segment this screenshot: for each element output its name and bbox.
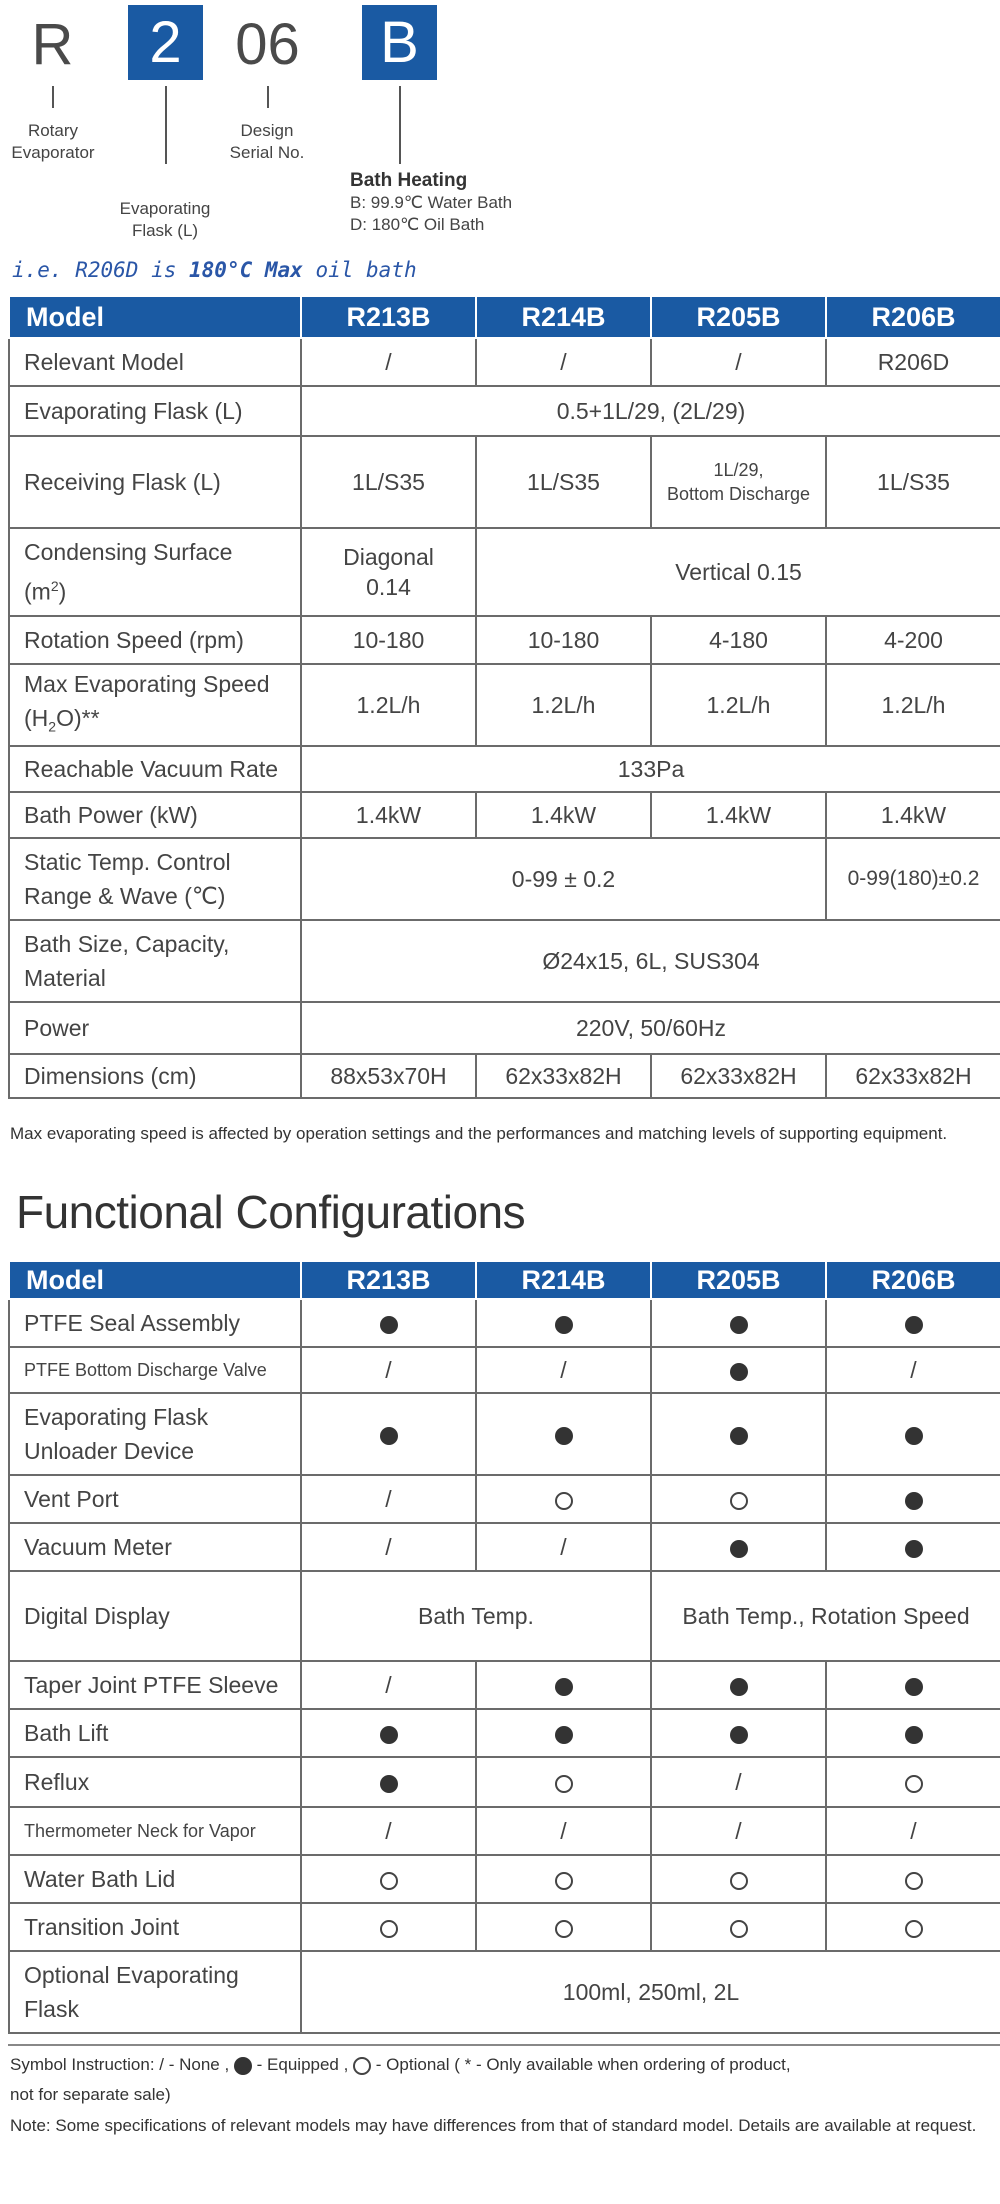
row-label: Relevant Model: [9, 338, 301, 386]
header-r214b: R214B: [476, 1261, 651, 1299]
spec-header-row: [9, 296, 1000, 338]
table-row: [9, 1571, 1000, 1661]
row-label: PTFE Bottom Discharge Valve: [9, 1347, 301, 1393]
cell: 4-200: [826, 616, 1000, 664]
header-r205b: R205B: [651, 1261, 826, 1299]
row-label: Digital Display: [9, 1571, 301, 1661]
table-row: [9, 838, 1000, 920]
equipped-icon: [380, 1427, 398, 1445]
row-label: Bath Lift: [9, 1709, 301, 1757]
cell: 88x53x70H: [301, 1054, 476, 1098]
functional-table: [8, 1260, 1000, 2034]
row-label: Max Evaporating Speed $(H_2O)**$: [9, 664, 301, 746]
section-title-functional: Functional Configurations: [16, 1186, 526, 1238]
table-row: [9, 386, 1000, 436]
cell: [476, 1299, 651, 1347]
cell: 1L/29, Bottom Discharge: [651, 436, 826, 528]
code-letter-flask: 2: [128, 5, 203, 80]
cell: [476, 1393, 651, 1475]
table-row: [9, 920, 1000, 1002]
header-r213b: R213B: [301, 1261, 476, 1299]
optional-icon: [555, 1492, 573, 1510]
spec-table: [8, 295, 1000, 1099]
cell: /: [476, 338, 651, 386]
table-row: [9, 1299, 1000, 1347]
optional-icon: [380, 1920, 398, 1938]
cell: [301, 1903, 476, 1951]
row-label: Condensing Surface $(m^2)$: [9, 528, 301, 616]
optional-icon: [730, 1872, 748, 1890]
header-model: Model: [9, 296, 301, 338]
row-label: Reflux: [9, 1757, 301, 1807]
row-label: Reachable Vacuum Rate: [9, 746, 301, 792]
label-evaporating-flask: Evaporating Flask (L): [119, 199, 211, 240]
table-row: [9, 1475, 1000, 1523]
row-label: Vacuum Meter: [9, 1523, 301, 1571]
optional-icon: [555, 1872, 573, 1890]
row-label: Bath Power (kW): [9, 792, 301, 838]
optional-icon: [730, 1492, 748, 1510]
equipped-icon: [905, 1678, 923, 1696]
table-row: [9, 1709, 1000, 1757]
cell: [826, 1475, 1000, 1523]
row-label: PTFE Seal Assembly: [9, 1299, 301, 1347]
cell: 0.5+1L/29, (2L/29): [301, 386, 1000, 436]
row-label: Transition Joint: [9, 1903, 301, 1951]
cell: /: [826, 1807, 1000, 1855]
cell: 1.4kW: [826, 792, 1000, 838]
row-label: Thermometer Neck for Vapor: [9, 1807, 301, 1855]
header-r206b: R206B: [826, 296, 1000, 338]
row-label: Bath Size, Capacity, Material: [9, 920, 301, 1002]
functional-header-row: [9, 1261, 1000, 1299]
cell: [476, 1855, 651, 1903]
cell: 0-99(180)±0.2: [826, 838, 1000, 920]
cell: [476, 1661, 651, 1709]
table-row: [9, 338, 1000, 386]
cell: 100ml, 250ml, 2L: [301, 1951, 1000, 2033]
cell: [651, 1299, 826, 1347]
table-row: [9, 1002, 1000, 1054]
row-label: Taper Joint PTFE Sleeve: [9, 1661, 301, 1709]
cell: /: [651, 1807, 826, 1855]
cell: R206D: [826, 338, 1000, 386]
cell: 62x33x82H: [651, 1054, 826, 1098]
table-row: [9, 746, 1000, 792]
cell: [826, 1757, 1000, 1807]
cell: /: [651, 338, 826, 386]
cell: 133Pa: [301, 746, 1000, 792]
bath-heating-legend: Bath Heating B: 99.9℃ Water Bath D: 180℃ Oil Bath: [350, 170, 513, 234]
row-label: Receiving Flask (L): [9, 436, 301, 528]
label-rotary-evaporator: Rotary Evaporator: [11, 121, 95, 162]
cell: 1.2L/h: [651, 664, 826, 746]
cell: /: [301, 338, 476, 386]
optional-icon: [555, 1775, 573, 1793]
cell: 1.2L/h: [826, 664, 1000, 746]
tick-r: [52, 86, 54, 108]
cell: /: [476, 1807, 651, 1855]
code-letter-bath: B: [362, 5, 437, 80]
cell: 10-180: [476, 616, 651, 664]
row-label: Optional Evaporating Flask: [9, 1951, 301, 2033]
cell: 10-180: [301, 616, 476, 664]
cell: [476, 1903, 651, 1951]
cell: [826, 1903, 1000, 1951]
cell: /: [301, 1807, 476, 1855]
equipped-icon: [730, 1726, 748, 1744]
cell: /: [476, 1347, 651, 1393]
table-row: [9, 664, 1000, 746]
table-row: [9, 1661, 1000, 1709]
row-label: Water Bath Lid: [9, 1855, 301, 1903]
cell: 62x33x82H: [826, 1054, 1000, 1098]
equipped-icon: [555, 1678, 573, 1696]
table-row: [9, 1807, 1000, 1855]
row-label: Vent Port: [9, 1475, 301, 1523]
optional-icon: [555, 1920, 573, 1938]
row-label: Power: [9, 1002, 301, 1054]
cell: [651, 1393, 826, 1475]
table-row: [9, 1054, 1000, 1098]
equipped-icon: [555, 1316, 573, 1334]
label-design-serial: Design Serial No.: [229, 121, 305, 162]
header-r205b: R205B: [651, 296, 826, 338]
header-r214b: R214B: [476, 296, 651, 338]
cell: [476, 1475, 651, 1523]
cell: Bath Temp., Rotation Speed: [651, 1571, 1000, 1661]
cell: Vertical 0.15: [476, 528, 1000, 616]
cell: [826, 1523, 1000, 1571]
optional-icon: [380, 1872, 398, 1890]
cell: Ø24x15, 6L, SUS304: [301, 920, 1000, 1002]
footer-note: Note: Some specifications of relevant models may have differences from that of standard model. Details are available at request.: [10, 2116, 977, 2135]
cell: [301, 1855, 476, 1903]
equipped-icon: [555, 1726, 573, 1744]
table-row: [9, 1903, 1000, 1951]
tick-flask: [165, 86, 167, 164]
cell: 220V, 50/60Hz: [301, 1002, 1000, 1054]
cell: [301, 1709, 476, 1757]
cell: [301, 1757, 476, 1807]
equipped-icon: [380, 1726, 398, 1744]
table-row: [9, 1523, 1000, 1571]
row-label: Rotation Speed (rpm): [9, 616, 301, 664]
equipped-icon: [380, 1316, 398, 1334]
cell: [651, 1855, 826, 1903]
cell: [476, 1757, 651, 1807]
equipped-icon: [234, 2057, 252, 2075]
cell: 62x33x82H: [476, 1054, 651, 1098]
cell: /: [301, 1523, 476, 1571]
speed-note: Max evaporating speed is affected by operation settings and the performances and matching levels of supporting equipment.: [10, 1124, 948, 1143]
cell: 0-99 ± 0.2: [301, 838, 826, 920]
equipped-icon: [555, 1427, 573, 1445]
equipped-icon: [730, 1363, 748, 1381]
equipped-icon: [905, 1316, 923, 1334]
optional-icon: [730, 1920, 748, 1938]
table-row: [9, 616, 1000, 664]
cell: 1.4kW: [301, 792, 476, 838]
header-model: Model: [9, 1261, 301, 1299]
cell: [301, 1393, 476, 1475]
cell: Diagonal 0.14: [301, 528, 476, 616]
cell: 1L/S35: [476, 436, 651, 528]
optional-icon: [353, 2057, 371, 2075]
cell: [651, 1903, 826, 1951]
optional-icon: [905, 1775, 923, 1793]
table-row: [9, 1393, 1000, 1475]
code-letter-r: R: [31, 11, 74, 77]
cell: /: [826, 1347, 1000, 1393]
table-row: [9, 1347, 1000, 1393]
header-r213b: R213B: [301, 296, 476, 338]
equipped-icon: [730, 1427, 748, 1445]
cell: 1L/S35: [826, 436, 1000, 528]
footer-divider: [8, 2044, 1000, 2046]
table-row: [9, 792, 1000, 838]
cell: 1.4kW: [476, 792, 651, 838]
cell: 4-180: [651, 616, 826, 664]
cell: [476, 1709, 651, 1757]
tick-serial: [267, 86, 269, 108]
optional-icon: [905, 1872, 923, 1890]
symbol-instruction: Symbol Instruction: / - None , - Equipped , - Optional ( * - Only available when ordering of product, not for separate sale): [10, 2055, 791, 2104]
cell: 1.2L/h: [476, 664, 651, 746]
cell: [826, 1661, 1000, 1709]
cell: 1.4kW: [651, 792, 826, 838]
optional-icon: [905, 1920, 923, 1938]
cell: /: [651, 1757, 826, 1807]
row-label: Static Temp. Control Range & Wave (℃): [9, 838, 301, 920]
equipped-icon: [905, 1427, 923, 1445]
cell: [826, 1393, 1000, 1475]
equipped-icon: [730, 1678, 748, 1696]
tick-bath: [399, 86, 401, 164]
cell: /: [476, 1523, 651, 1571]
equipped-icon: [730, 1540, 748, 1558]
table-row: [9, 1951, 1000, 2033]
cell: [301, 1299, 476, 1347]
cell: [651, 1661, 826, 1709]
equipped-icon: [730, 1316, 748, 1334]
equipped-icon: [905, 1726, 923, 1744]
cell: 1L/S35: [301, 436, 476, 528]
cell: /: [301, 1347, 476, 1393]
row-label: Evaporating Flask (L): [9, 386, 301, 436]
cell: [826, 1709, 1000, 1757]
table-row: [9, 528, 1000, 616]
table-row: [9, 1757, 1000, 1807]
table-row: [9, 1855, 1000, 1903]
cell: [651, 1475, 826, 1523]
cell: [826, 1299, 1000, 1347]
example-note: i.e. R206D is 180°C Max oil bath: [12, 258, 417, 282]
header-r206b: R206B: [826, 1261, 1000, 1299]
code-letter-serial: 06: [235, 11, 300, 77]
cell: [651, 1709, 826, 1757]
row-label: Dimensions (cm): [9, 1054, 301, 1098]
cell: [651, 1523, 826, 1571]
equipped-icon: [380, 1775, 398, 1793]
equipped-icon: [905, 1492, 923, 1510]
cell: [826, 1855, 1000, 1903]
cell: [651, 1347, 826, 1393]
equipped-icon: [905, 1540, 923, 1558]
row-label: Evaporating Flask Unloader Device: [9, 1393, 301, 1475]
cell: Bath Temp.: [301, 1571, 651, 1661]
cell: 1.2L/h: [301, 664, 476, 746]
table-row: [9, 436, 1000, 528]
cell: /: [301, 1475, 476, 1523]
cell: /: [301, 1661, 476, 1709]
